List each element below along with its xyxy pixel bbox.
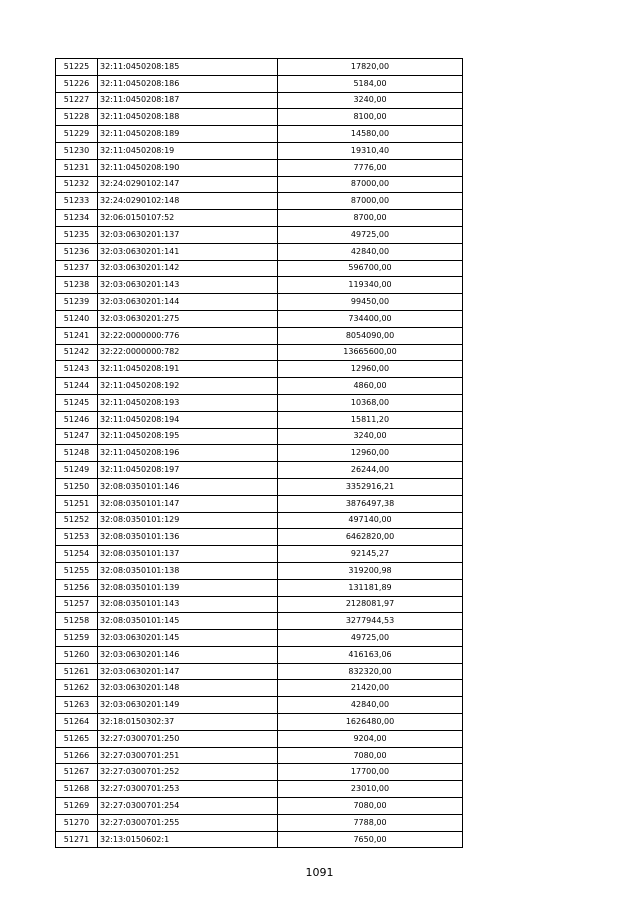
table-row [56,344,463,361]
data-table [55,58,463,848]
value-cell: 7776,00 [278,159,463,176]
row-number-cell: 51259 [56,630,98,647]
table-row [56,210,463,227]
value-cell: 131181,89 [278,579,463,596]
value-cell: 13665600,00 [278,344,463,361]
value-cell: 2128081,97 [278,596,463,613]
row-number-cell: 51231 [56,159,98,176]
table-row [56,730,463,747]
table-row [56,75,463,92]
cadastral-number-cell: 32:08:0350101:136 [98,529,278,546]
table-row [56,596,463,613]
row-number-cell: 51238 [56,277,98,294]
cadastral-number-cell: 32:08:0350101:138 [98,562,278,579]
row-number-cell: 51248 [56,445,98,462]
row-number-cell: 51256 [56,579,98,596]
cadastral-number-cell: 32:27:0300701:250 [98,730,278,747]
cadastral-number-cell: 32:03:0630201:147 [98,663,278,680]
cadastral-number-cell: 32:27:0300701:251 [98,747,278,764]
cadastral-number-cell: 32:22:0000000:776 [98,327,278,344]
cadastral-number-cell: 32:03:0630201:137 [98,226,278,243]
row-number-cell: 51255 [56,562,98,579]
row-number-cell: 51229 [56,126,98,143]
cadastral-number-cell: 32:03:0630201:275 [98,310,278,327]
value-cell: 7788,00 [278,814,463,831]
table-row [56,512,463,529]
row-number-cell: 51246 [56,411,98,428]
value-cell: 19310,40 [278,142,463,159]
row-number-cell: 51258 [56,613,98,630]
table-row [56,126,463,143]
page-number: 1091 [305,866,334,879]
value-cell: 14580,00 [278,126,463,143]
value-cell: 3277944,53 [278,613,463,630]
row-number-cell: 51267 [56,764,98,781]
row-number-cell: 51271 [56,831,98,848]
value-cell: 319200,98 [278,562,463,579]
row-number-cell: 51260 [56,646,98,663]
value-cell: 119340,00 [278,277,463,294]
value-cell: 1626480,00 [278,714,463,731]
cadastral-number-cell: 32:03:0630201:148 [98,680,278,697]
cadastral-number-cell: 32:11:0450208:188 [98,109,278,126]
row-number-cell: 51265 [56,730,98,747]
row-number-cell: 51232 [56,176,98,193]
row-number-cell: 51234 [56,210,98,227]
table-row [56,613,463,630]
cadastral-number-cell: 32:03:0630201:143 [98,277,278,294]
cadastral-number-cell: 32:27:0300701:253 [98,781,278,798]
cadastral-number-cell: 32:08:0350101:137 [98,546,278,563]
cadastral-number-cell: 32:18:0150302:37 [98,714,278,731]
value-cell: 87000,00 [278,176,463,193]
table-row [56,646,463,663]
value-cell: 12960,00 [278,445,463,462]
row-number-cell: 51235 [56,226,98,243]
row-number-cell: 51227 [56,92,98,109]
value-cell: 8700,00 [278,210,463,227]
value-cell: 87000,00 [278,193,463,210]
value-cell: 92145,27 [278,546,463,563]
table-row [56,714,463,731]
table-row [56,226,463,243]
row-number-cell: 51257 [56,596,98,613]
cadastral-number-cell: 32:08:0350101:146 [98,478,278,495]
value-cell: 99450,00 [278,294,463,311]
table-row [56,781,463,798]
table-row [56,59,463,76]
value-cell: 8100,00 [278,109,463,126]
row-number-cell: 51264 [56,714,98,731]
value-cell: 21420,00 [278,680,463,697]
cadastral-number-cell: 32:11:0450208:187 [98,92,278,109]
table-body [56,59,463,848]
value-cell: 17820,00 [278,59,463,76]
table-row [56,462,463,479]
cadastral-number-cell: 32:27:0300701:254 [98,798,278,815]
value-cell: 3876497,38 [278,495,463,512]
cadastral-number-cell: 32:08:0350101:143 [98,596,278,613]
cadastral-number-cell: 32:24:0290102:147 [98,176,278,193]
value-cell: 734400,00 [278,310,463,327]
cadastral-number-cell: 32:03:0630201:142 [98,260,278,277]
cadastral-number-cell: 32:27:0300701:252 [98,764,278,781]
value-cell: 7080,00 [278,747,463,764]
row-number-cell: 51250 [56,478,98,495]
row-number-cell: 51243 [56,361,98,378]
cadastral-number-cell: 32:11:0450208:192 [98,378,278,395]
table-row [56,411,463,428]
cadastral-number-cell: 32:24:0290102:148 [98,193,278,210]
row-number-cell: 51251 [56,495,98,512]
value-cell: 7650,00 [278,831,463,848]
table-row [56,697,463,714]
table-row [56,764,463,781]
cadastral-number-cell: 32:08:0350101:139 [98,579,278,596]
table-row [56,243,463,260]
table-row [56,109,463,126]
row-number-cell: 51245 [56,394,98,411]
cadastral-number-cell: 32:11:0450208:196 [98,445,278,462]
table-row [56,260,463,277]
row-number-cell: 51240 [56,310,98,327]
value-cell: 9204,00 [278,730,463,747]
row-number-cell: 51244 [56,378,98,395]
cadastral-number-cell: 32:13:0150602:1 [98,831,278,848]
row-number-cell: 51270 [56,814,98,831]
table-row [56,529,463,546]
row-number-cell: 51225 [56,59,98,76]
cadastral-number-cell: 32:03:0630201:145 [98,630,278,647]
table-row [56,327,463,344]
row-number-cell: 51268 [56,781,98,798]
table-row [56,310,463,327]
row-number-cell: 51239 [56,294,98,311]
value-cell: 3240,00 [278,428,463,445]
table-row [56,478,463,495]
value-cell: 49725,00 [278,226,463,243]
value-cell: 6462820,00 [278,529,463,546]
table-row [56,159,463,176]
cadastral-number-cell: 32:03:0630201:141 [98,243,278,260]
cadastral-number-cell: 32:08:0350101:129 [98,512,278,529]
row-number-cell: 51226 [56,75,98,92]
row-number-cell: 51261 [56,663,98,680]
table-row [56,680,463,697]
row-number-cell: 51241 [56,327,98,344]
row-number-cell: 51252 [56,512,98,529]
value-cell: 5184,00 [278,75,463,92]
cadastral-number-cell: 32:11:0450208:191 [98,361,278,378]
cadastral-number-cell: 32:22:0000000:782 [98,344,278,361]
value-cell: 12960,00 [278,361,463,378]
value-cell: 26244,00 [278,462,463,479]
row-number-cell: 51247 [56,428,98,445]
table-row [56,630,463,647]
value-cell: 832320,00 [278,663,463,680]
cadastral-number-cell: 32:06:0150107:52 [98,210,278,227]
row-number-cell: 51254 [56,546,98,563]
cadastral-number-cell: 32:08:0350101:145 [98,613,278,630]
table-row [56,176,463,193]
value-cell: 49725,00 [278,630,463,647]
table-row [56,445,463,462]
table-row [56,562,463,579]
value-cell: 8054090,00 [278,327,463,344]
table-row [56,277,463,294]
cadastral-number-cell: 32:03:0630201:149 [98,697,278,714]
value-cell: 15811,20 [278,411,463,428]
cadastral-number-cell: 32:11:0450208:189 [98,126,278,143]
value-cell: 416163,06 [278,646,463,663]
value-cell: 10368,00 [278,394,463,411]
value-cell: 3352916,21 [278,478,463,495]
value-cell: 596700,00 [278,260,463,277]
value-cell: 3240,00 [278,92,463,109]
table-row [56,361,463,378]
value-cell: 4860,00 [278,378,463,395]
table-row [56,378,463,395]
cadastral-number-cell: 32:03:0630201:146 [98,646,278,663]
cadastral-number-cell: 32:11:0450208:195 [98,428,278,445]
row-number-cell: 51233 [56,193,98,210]
table-row [56,92,463,109]
cadastral-number-cell: 32:11:0450208:19 [98,142,278,159]
cadastral-number-cell: 32:11:0450208:190 [98,159,278,176]
table-row [56,546,463,563]
row-number-cell: 51237 [56,260,98,277]
table-row [56,579,463,596]
table-row [56,294,463,311]
row-number-cell: 51266 [56,747,98,764]
row-number-cell: 51242 [56,344,98,361]
row-number-cell: 51263 [56,697,98,714]
row-number-cell: 51228 [56,109,98,126]
row-number-cell: 51253 [56,529,98,546]
cadastral-number-cell: 32:27:0300701:255 [98,814,278,831]
row-number-cell: 51262 [56,680,98,697]
cadastral-number-cell: 32:08:0350101:147 [98,495,278,512]
cadastral-number-cell: 32:11:0450208:193 [98,394,278,411]
table-row [56,831,463,848]
cadastral-number-cell: 32:11:0450208:197 [98,462,278,479]
cadastral-number-cell: 32:11:0450208:186 [98,75,278,92]
row-number-cell: 51249 [56,462,98,479]
row-number-cell: 51236 [56,243,98,260]
table-row [56,142,463,159]
value-cell: 42840,00 [278,697,463,714]
value-cell: 7080,00 [278,798,463,815]
cadastral-number-cell: 32:03:0630201:144 [98,294,278,311]
table-row [56,193,463,210]
cadastral-number-cell: 32:11:0450208:185 [98,59,278,76]
row-number-cell: 51230 [56,142,98,159]
value-cell: 17700,00 [278,764,463,781]
table-row [56,747,463,764]
value-cell: 23010,00 [278,781,463,798]
value-cell: 42840,00 [278,243,463,260]
table-row [56,798,463,815]
row-number-cell: 51269 [56,798,98,815]
value-cell: 497140,00 [278,512,463,529]
table-row [56,428,463,445]
table-row [56,814,463,831]
table-row [56,394,463,411]
table-row [56,663,463,680]
cadastral-number-cell: 32:11:0450208:194 [98,411,278,428]
table-row [56,495,463,512]
